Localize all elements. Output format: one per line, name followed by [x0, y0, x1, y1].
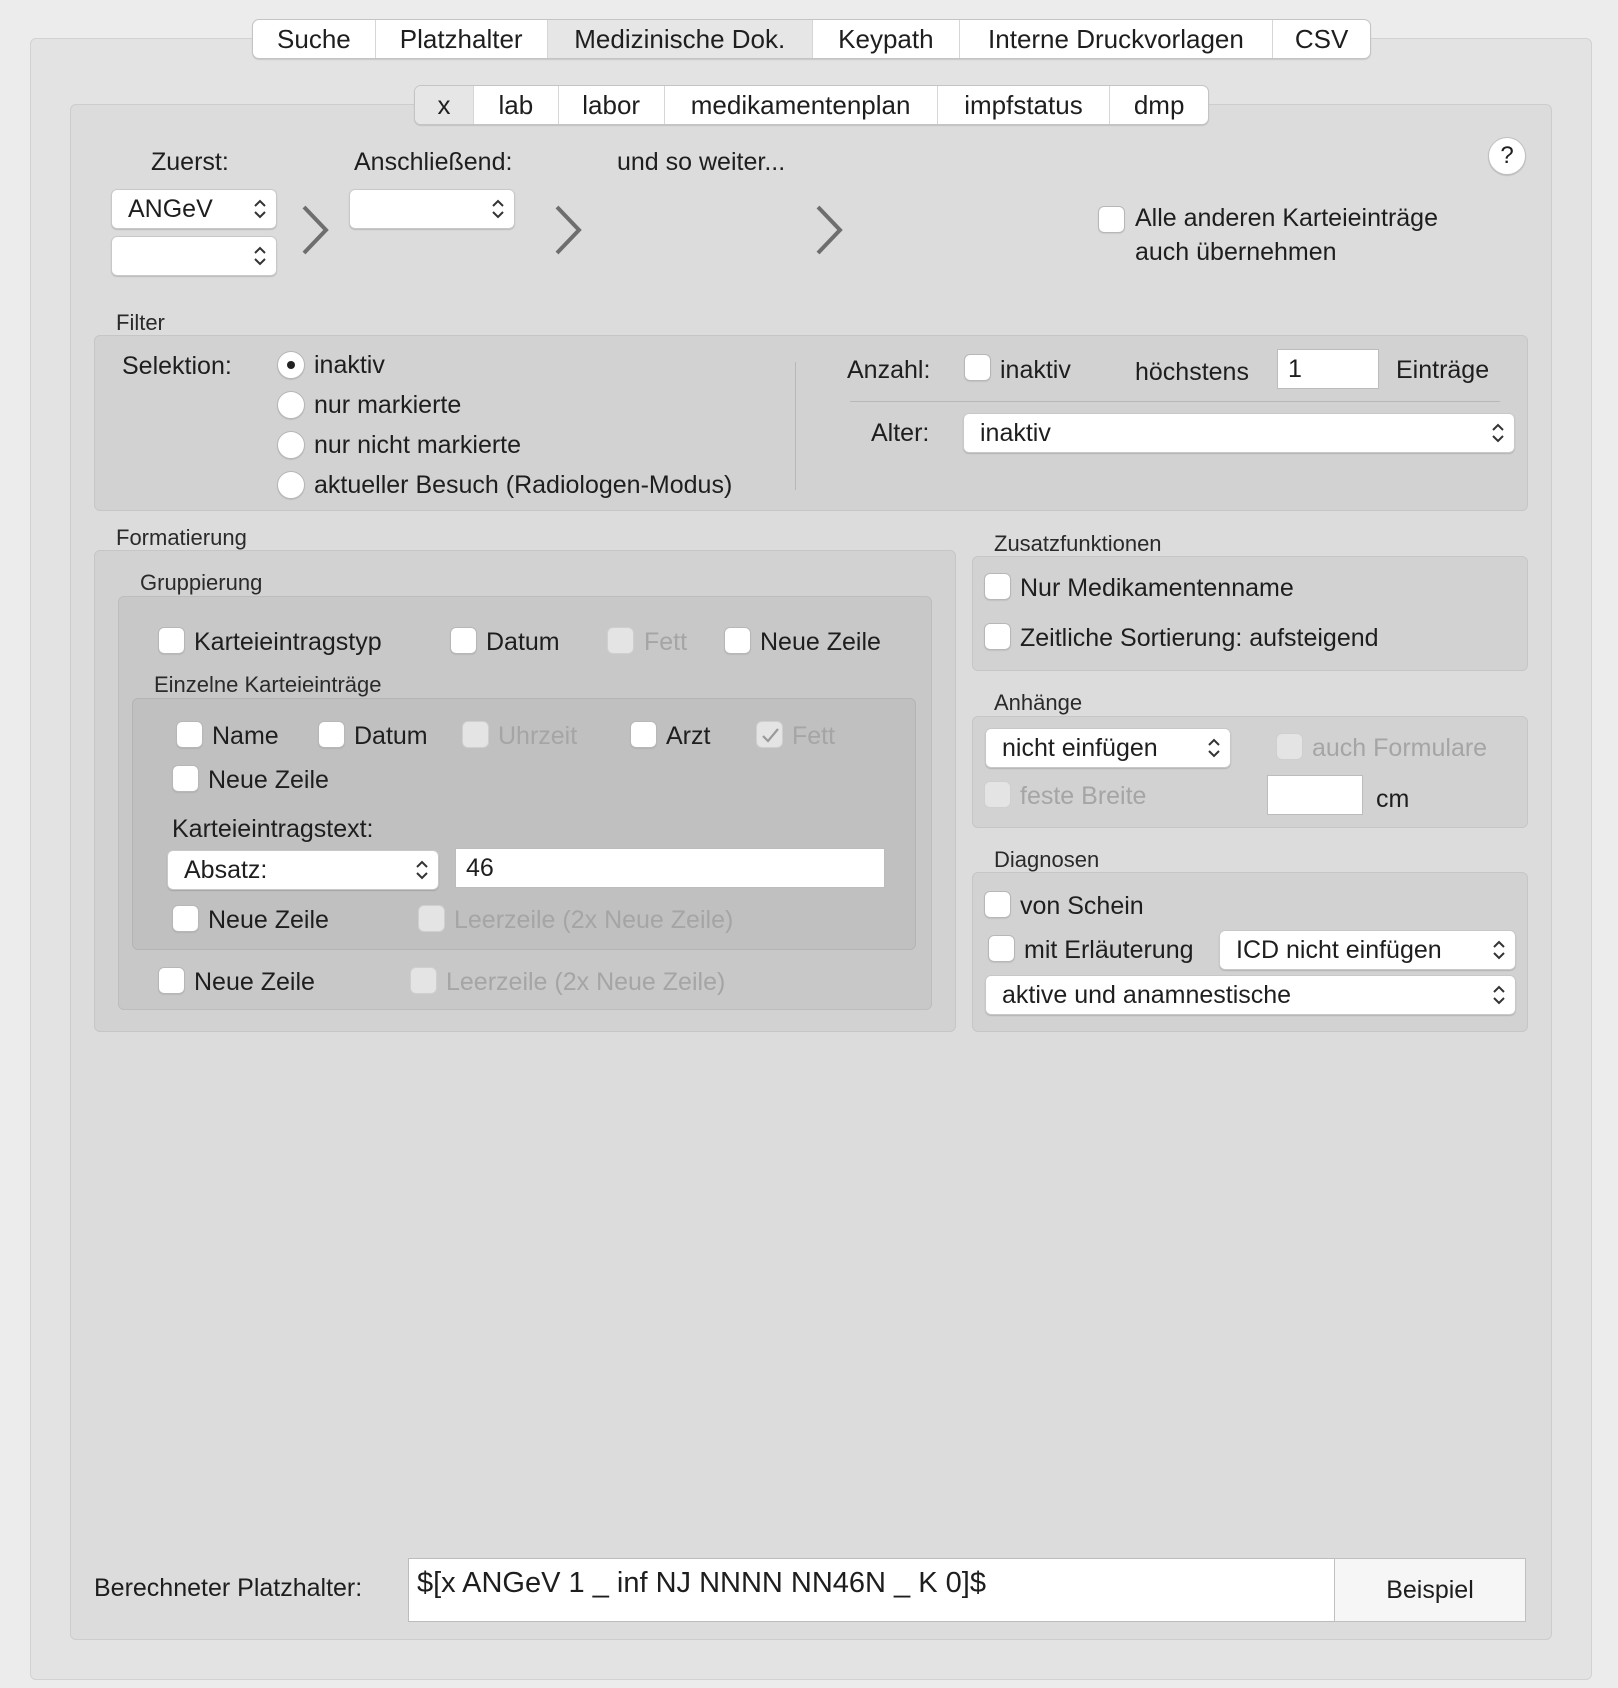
computed-placeholder-field[interactable]: $[x ANGeV 1 _ inf NJ NNNN NN46N _ K 0]$ [408, 1558, 1336, 1622]
all-others-checkbox[interactable] [1098, 206, 1125, 233]
forms-label: auch Formulare [1312, 734, 1488, 762]
outer-blankline-label: Leerzeile (2x Neue Zeile) [446, 968, 726, 996]
next-label: Anschließend: [354, 148, 513, 176]
filter-divider [795, 362, 796, 490]
chevron-right-icon [812, 203, 846, 257]
tab-keypath[interactable]: Keypath [813, 20, 960, 58]
tab-suche[interactable]: Suche [253, 20, 376, 58]
next-popup[interactable] [349, 189, 515, 229]
tab-interne-druckvorlagen[interactable]: Interne Druckvorlagen [960, 20, 1273, 58]
chevron-right-icon [551, 203, 585, 257]
radio-nur-markierte[interactable] [277, 391, 305, 419]
radio-inaktiv-label: inaktiv [314, 351, 385, 379]
radio-nur-nicht-markierte-label: nur nicht markierte [314, 431, 522, 459]
selection-label: Selektion: [122, 352, 232, 380]
filter-title: Filter [116, 310, 165, 335]
age-popup[interactable] [963, 413, 1515, 453]
tab-medikamentenplan[interactable]: medikamentenplan [665, 86, 938, 124]
med-name-checkbox[interactable] [984, 573, 1011, 600]
from-slip-checkbox[interactable] [984, 891, 1011, 918]
max-entries-input[interactable]: 1 [1277, 349, 1379, 389]
attachments-mode-popup[interactable] [985, 728, 1231, 768]
group-newline-label: Neue Zeile [760, 628, 881, 656]
checkmark-icon [757, 722, 784, 749]
updown-arrows-icon [1490, 421, 1506, 445]
entry-text-mode-value: Absatz: [184, 855, 268, 884]
icd-mode-popup[interactable] [1219, 930, 1516, 970]
attachments-mode-value: nicht einfügen [1002, 733, 1158, 762]
outer-newline-checkbox[interactable] [158, 967, 185, 994]
updown-arrows-icon [1491, 938, 1507, 962]
forms-checkbox[interactable] [1276, 733, 1303, 760]
first-popup[interactable] [111, 189, 277, 229]
unit-label: cm [1376, 785, 1410, 813]
single-newline-label: Neue Zeile [208, 766, 329, 794]
sort-checkbox[interactable] [984, 623, 1011, 650]
tab-csv[interactable]: CSV [1294, 23, 1349, 54]
radio-inaktiv[interactable] [277, 351, 305, 379]
all-others-label-2: auch übernehmen [1135, 238, 1337, 266]
etc-label: und so weiter... [617, 148, 786, 176]
diagnosis-scope-popup[interactable] [985, 975, 1516, 1015]
updown-arrows-icon [252, 197, 268, 221]
radio-aktueller-besuch[interactable] [277, 471, 305, 499]
tab-medizinische-dok[interactable]: Medizinische Dok. [548, 20, 813, 58]
diagnoses-title: Diagnosen [994, 847, 1100, 872]
sort-label: Zeitliche Sortierung: aufsteigend [1020, 624, 1379, 652]
single-doctor-label: Arzt [666, 722, 711, 750]
age-popup-value: inaktiv [980, 418, 1051, 447]
entry-text-label: Karteieintragstext: [172, 815, 374, 843]
fixed-width-checkbox[interactable] [984, 781, 1011, 808]
chevron-right-icon [298, 203, 332, 257]
filter-hdivider [850, 401, 1500, 402]
group-date-label: Datum [486, 628, 560, 656]
single-date-label: Datum [354, 722, 428, 750]
with-note-label: mit Erläuterung [1024, 936, 1194, 964]
icd-mode-value: ICD nicht einfügen [1236, 935, 1442, 964]
group-bold-label: Fett [644, 628, 688, 656]
updown-arrows-icon [490, 197, 506, 221]
single-bold-label: Fett [792, 722, 836, 750]
updown-arrows-icon [1491, 983, 1507, 1007]
max-label: höchstens [1135, 358, 1249, 386]
single-date-checkbox[interactable] [318, 721, 345, 748]
help-button[interactable]: ? [1488, 137, 1526, 175]
med-name-label: Nur Medikamentenname [1020, 574, 1294, 602]
diagnosis-scope-value: aktive und anamnestische [1002, 980, 1292, 1009]
tab-lab[interactable]: lab [474, 86, 559, 124]
text-blankline-label: Leerzeile (2x Neue Zeile) [454, 906, 734, 934]
text-newline-checkbox[interactable] [172, 905, 199, 932]
tab-impfstatus[interactable]: impfstatus [938, 86, 1111, 124]
grouping-title: Gruppierung [140, 570, 263, 595]
tab-platzhalter[interactable]: Platzhalter [376, 20, 548, 58]
outer-blankline-checkbox[interactable] [410, 967, 437, 994]
entry-text-mode-popup[interactable] [167, 850, 439, 890]
updown-arrows-icon [1206, 736, 1222, 760]
tab-x[interactable]: x [415, 86, 474, 124]
single-time-label: Uhrzeit [498, 722, 578, 750]
single-doctor-checkbox[interactable] [630, 721, 657, 748]
group-bold-checkbox[interactable] [607, 627, 634, 654]
sub-tab-bar [414, 85, 1209, 125]
single-name-checkbox[interactable] [176, 721, 203, 748]
attachments-title: Anhänge [994, 690, 1083, 715]
fixed-width-label: feste Breite [1020, 782, 1147, 810]
single-name-label: Name [212, 722, 279, 750]
first-label: Zuerst: [151, 148, 229, 176]
radio-nur-markierte-label: nur markierte [314, 391, 462, 419]
updown-arrows-icon [252, 244, 268, 268]
single-bold-checkbox[interactable] [756, 721, 783, 748]
outer-newline-label: Neue Zeile [194, 968, 315, 996]
updown-arrows-icon [414, 858, 430, 882]
first-popup-secondary[interactable] [111, 236, 277, 276]
entry-text-value-input[interactable]: 46 [455, 848, 885, 888]
first-popup-value: ANGeV [128, 194, 213, 223]
radio-aktueller-besuch-label: aktueller Besuch (Radiologen-Modus) [314, 471, 733, 499]
radio-nur-nicht-markierte[interactable] [277, 431, 305, 459]
formatting-title: Formatierung [116, 525, 247, 550]
top-tab-bar [252, 19, 1371, 59]
group-type-label: Karteieintragstyp [194, 628, 382, 656]
width-input[interactable] [1267, 775, 1363, 815]
entries-label: Einträge [1396, 356, 1490, 384]
extras-title: Zusatzfunktionen [994, 531, 1162, 556]
text-blankline-checkbox[interactable] [418, 905, 445, 932]
group-newline-checkbox[interactable] [724, 627, 751, 654]
single-entries-title: Einzelne Karteieinträge [154, 672, 382, 697]
computed-placeholder-label: Berechneter Platzhalter: [94, 1574, 363, 1602]
tab-dmp[interactable]: dmp [1133, 89, 1185, 120]
all-others-label-1: Alle anderen Karteieinträge [1135, 204, 1438, 232]
single-newline-checkbox[interactable] [172, 765, 199, 792]
count-inactive-checkbox[interactable] [964, 354, 991, 381]
count-label: Anzahl: [847, 356, 931, 384]
group-type-checkbox[interactable] [158, 627, 185, 654]
single-time-checkbox[interactable] [462, 721, 489, 748]
group-date-checkbox[interactable] [450, 627, 477, 654]
from-slip-label: von Schein [1020, 892, 1144, 920]
count-inactive-label: inaktiv [1000, 356, 1071, 384]
example-button[interactable]: Beispiel [1334, 1558, 1526, 1622]
text-newline-label: Neue Zeile [208, 906, 329, 934]
with-note-checkbox[interactable] [988, 935, 1015, 962]
tab-labor[interactable]: labor [559, 86, 665, 124]
age-label: Alter: [871, 419, 930, 447]
